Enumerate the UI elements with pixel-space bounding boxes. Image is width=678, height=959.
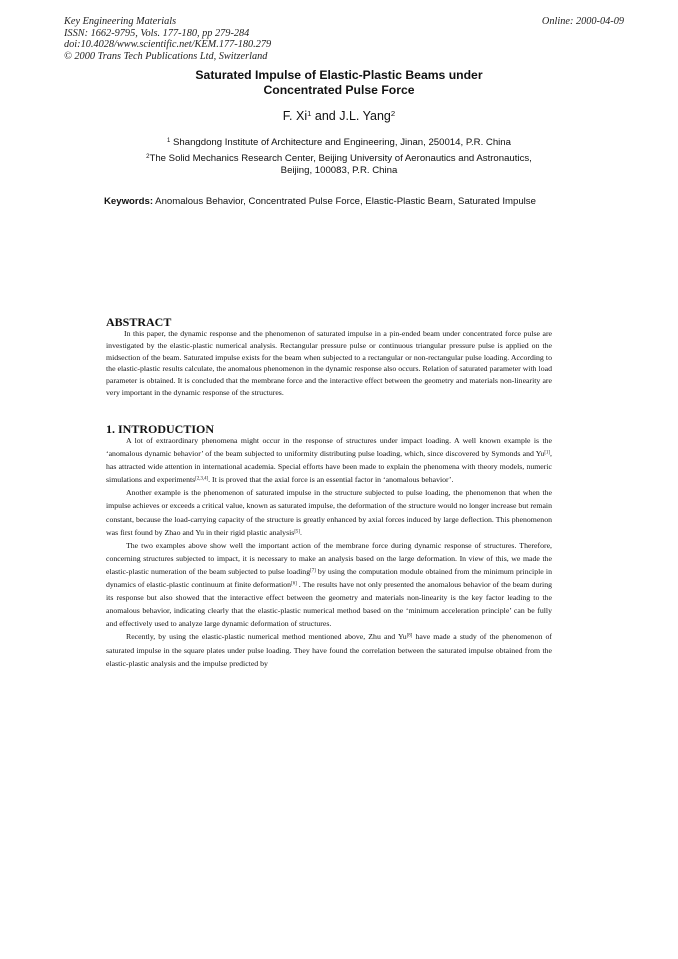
journal-header xyxy=(64,16,624,62)
p2-text-a: Another example is the phenomenon of saturated impulse in the structure subjected to pulse loading, the phenomenon that when the impulse achieves or exceeds a critical value, known as saturated impulse, the deformation of the structure would no longer increase but remain constant, because the load-carrying capacity of the structure is greatly enhanced by axial forces induced by large deflection. This phenomenon was first found by Zhao and Yu in their rigid plastic analysis xyxy=(106,488,552,537)
intro-paragraph-2 xyxy=(106,486,552,538)
p2-text-b: . xyxy=(299,527,302,537)
affiliation-2 xyxy=(100,153,578,177)
affiliation-2-line-1: The Solid Mechanics Research Center, Beijing University of Aeronautics and Astronautics, xyxy=(149,153,532,164)
affiliation-2-sup: 2 xyxy=(146,154,150,161)
p1-text-b: , has attracted wide attention in international academia. Special efforts have been made to explain the phenomena with theory models, numeric simulations and experiments xyxy=(106,449,552,485)
citation-2-4: [2,3,4] xyxy=(195,476,209,482)
authors xyxy=(120,109,558,123)
author-2-sup: 2 xyxy=(390,109,396,119)
author-2: and J.L. Yang xyxy=(311,109,391,123)
p3-text-c: . The results have not only presented the anomalous behavior of the beam during its response but also showed that the interactive effect between the geometry and materials non-linearity is the key factor leading to the anomalous behavior, indicating clearly that the elastic-plastic numerical method based on the ‘minimum acceleration principle’ can be fully and effectively used to analyze large dynamic deformation of structures. xyxy=(106,580,552,629)
affiliation-1-sup: 1 xyxy=(167,138,171,145)
citation-7: [7] xyxy=(310,568,316,574)
journal-doi: doi:10.4028/www.scientific.net/KEM.177-180.279 xyxy=(64,39,272,50)
p4-text-a: Recently, by using the elastic-plastic numerical method mentioned above, Zhu and Yu xyxy=(126,632,407,642)
title-line-1: Saturated Impulse of Elastic-Plastic Beams under xyxy=(195,68,483,82)
title-line-2: Concentrated Pulse Force xyxy=(263,82,415,97)
introduction-body xyxy=(106,434,552,670)
affiliation-1-text: Shangdong Institute of Architecture and Engineering, Jinan, 250014, P.R. China xyxy=(170,137,511,148)
paper-title xyxy=(120,68,558,97)
citation-6: [6] xyxy=(291,581,297,587)
p4-text-b: have made a study of the phenomenon of saturated impulse in the square plates under pulse loading. They have found the correlation between the saturated impulse obtained from the elastic-plastic analysis and the impulse predicted by xyxy=(106,632,552,668)
introduction-heading: 1. INTRODUCTION xyxy=(106,422,215,436)
keywords-label: Keywords: xyxy=(104,196,154,207)
author-1: F. Xi xyxy=(282,109,308,123)
journal-copyright: © 2000 Trans Tech Publications Ltd, Switzerland xyxy=(64,50,268,62)
affiliation-1 xyxy=(100,137,578,149)
keywords xyxy=(104,196,544,208)
online-date: Online: 2000-04-09 xyxy=(541,16,624,27)
abstract-heading: ABSTRACT xyxy=(106,315,172,329)
citation-1: [1] xyxy=(544,450,551,456)
keywords-text: Anomalous Behavior, Concentrated Pulse Force, Elastic-Plastic Beam, Saturated Impulse xyxy=(153,196,536,207)
intro-paragraph-4 xyxy=(106,630,552,669)
journal-name: Key Engineering Materials xyxy=(64,16,177,27)
intro-paragraph-1 xyxy=(106,434,552,486)
intro-paragraph-3 xyxy=(106,539,552,631)
p3-text-a: The two examples above show well the important action of the membrane force during dynamic response of structures. Therefore, concerning structures subjected to impact, it is necessary to make an analysis based on the large deformation. In view of this, we made the elastic-plastic numeration of the beam subjected to pulse loading xyxy=(106,540,552,576)
citation-8: [8] xyxy=(406,634,413,639)
citation-5: [5] xyxy=(294,529,300,535)
p1-text-a: A lot of extraordinary phenomena might occur in the response of structures under impact loading. A well known example is the ‘anomalous dynamic behavior’ of the beam subjected to uniformity distributing pulse loading, which, since discovered by Symonds and Yu xyxy=(106,436,552,459)
author-1-sup: 1 xyxy=(307,109,312,119)
p1-text-c: . It is proved that the axial force is an essential factor in ‘anomalous behavior’. xyxy=(208,475,454,485)
abstract-text: In this paper, the dynamic response and the phenomenon of saturated impulse in a pin-ended beam under concentrated force pulse are investigated by the elastic-plastic numerical analysis. Rectangular pressure pulse or continuous triangular pressure pulse is applied on the midsection of the beam. Saturated impulse exists for the beam when subjected to a rectangular or non-rectangular pulse loading. According to the elastic-plastic results calculate, the anomalous phenomenon in the dynamic response also occurs. Relation of saturated parameter with load parameter is obtained. It is concluded that the membrane force and the interactive effect between the geometry and materials non-linearity are very important in the dynamic response of the structures. xyxy=(106,329,552,397)
journal-issn: ISSN: 1662-9795, Vols. 177-180, pp 279-284 xyxy=(64,27,250,39)
p3-text-b: by using the computation module obtained from the minimum principle in dynamics of elastic-plastic continuum at finite deformation xyxy=(106,566,552,590)
affiliation-2-line-2: Beijing, 100083, P.R. China xyxy=(280,165,398,176)
